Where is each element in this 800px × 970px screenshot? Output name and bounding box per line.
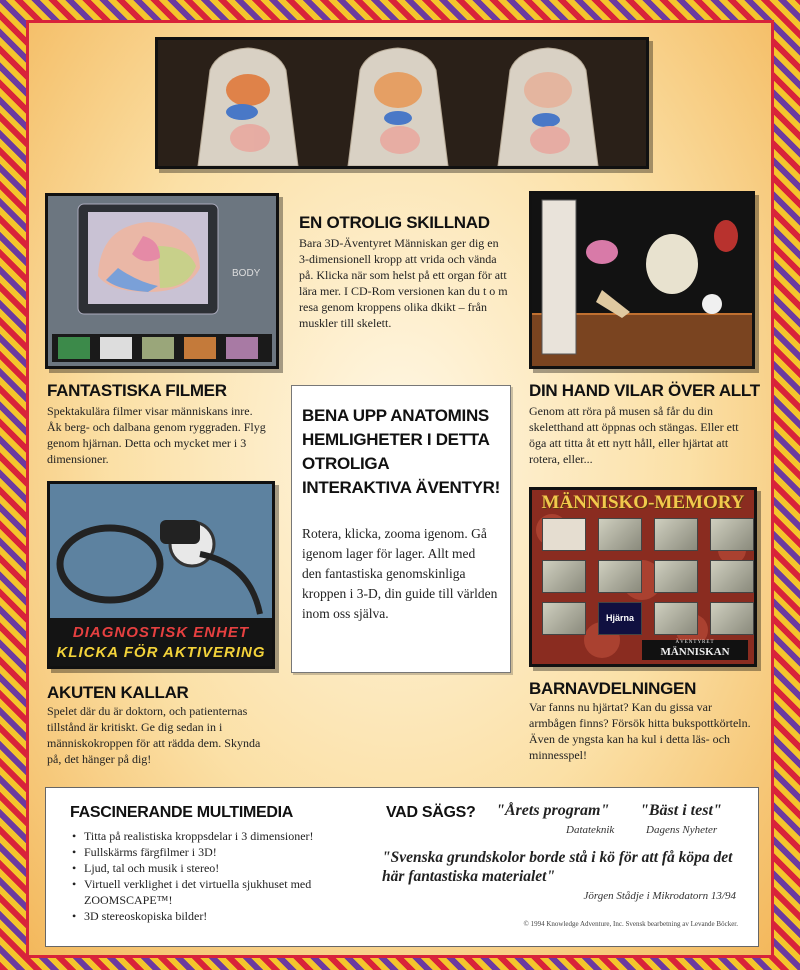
memory-game-image <box>529 487 757 667</box>
quote-3-source: Jörgen Stådje i Mikrodatorn 13/94 <box>583 890 736 902</box>
films-heading: FANTASTISKA FILMER <box>47 381 227 400</box>
torso-image <box>155 37 649 169</box>
memory-card[interactable] <box>710 518 754 551</box>
anatomy-image <box>529 191 755 369</box>
kids-heading: BARNAVDELNINGEN <box>529 679 697 698</box>
er-heading: AKUTEN KALLAR <box>47 683 189 702</box>
memory-card[interactable] <box>654 518 698 551</box>
quote-2-source: Dagens Nyheter <box>646 824 718 836</box>
diagnostic-image <box>47 481 275 669</box>
feature-list <box>70 828 344 924</box>
quote-2: "Bäst i test" <box>640 802 722 819</box>
films-image <box>45 193 279 369</box>
quote-1: "Årets program" <box>496 802 610 819</box>
game-logo-small: ÄVENTYRET <box>675 640 715 645</box>
quote-3: "Svenska grundskolor borde stå i kö för att få köpa det här fantastiska materialet" <box>382 849 733 885</box>
back-cover-panel <box>26 20 774 958</box>
feature-item: • 3D stereoskopiska bilder! <box>84 908 344 924</box>
memory-card[interactable] <box>598 560 642 593</box>
reviews-heading: VAD SÄGS? <box>386 804 476 821</box>
feature-item: • Fullskärms färgfilmer i 3D! <box>84 844 344 860</box>
memory-card[interactable] <box>654 602 698 635</box>
skeleton-panel <box>542 200 576 354</box>
body-screen-label: BODY <box>232 268 261 279</box>
copyright: © 1994 Knowledge Adventure, Inc. Svensk bearbetning av Levande Böcker. <box>523 920 738 928</box>
center-body: Rotera, klicka, zooma igenom. Gå igenom lager för lager. Allt med den fantastiska genomskinliga kroppen i 3-D, din guide till världen inom oss själva. <box>302 526 498 621</box>
films-body: Spektakulära filmer visar människans inre. Åk berg- och dalbana genom ryggraden. Flyg genom hjärnan. Detta och mycket mer i 3 dimensioner. <box>47 404 266 466</box>
center-heading: BENA UPP ANATOMINS HEMLIGHETER I DETTA OTROLIGA INTERAKTIVA ÄVENTYR! <box>302 406 501 497</box>
diagnostic-caption-2[interactable]: KLICKA FÖR AKTIVERING <box>56 644 266 661</box>
multimedia-heading: FASCINERANDE MULTIMEDIA <box>70 804 294 821</box>
er-body: Spelet där du är doktorn, och patienternas tillstånd är kritiskt. Ge dig sedan in i människokroppen för att rädda dem. Skynda på, det hänger på dig! <box>47 704 261 766</box>
memory-card[interactable] <box>542 560 586 593</box>
memory-card-label[interactable]: Hjärna <box>598 602 642 635</box>
memory-card[interactable] <box>710 560 754 593</box>
memory-title: MÄNNISKO-MEMORY <box>541 492 745 513</box>
game-logo <box>642 640 748 660</box>
kids-body: Var fanns nu hjärtat? Kan du gissa var armbågen finns? Försök hitta bukspottkörteln. Även de yngsta kan ha kul i detta läs- och minnesspel! <box>529 700 751 762</box>
feature-item: • Virtuell verklighet i det virtuella sjukhuset med ZOOMSCAPE™! <box>84 876 344 908</box>
diagnostic-caption-1: DIAGNOSTISK ENHET <box>72 624 250 641</box>
center-panel <box>291 385 511 673</box>
hand-body: Genom att röra på musen så får du din skeletthand att öppnas och stängas. Eller ett öga att titta åt ett nytt håll, eller hjärtat att rotera, eller... <box>529 404 739 466</box>
footer-panel <box>45 787 759 947</box>
memory-card[interactable] <box>654 560 698 593</box>
hand-heading: DIN HAND VILAR ÖVER ALLT <box>529 381 760 400</box>
feature-item: • Ljud, tal och musik i stereo! <box>84 860 344 876</box>
quote-1-source: Datateknik <box>566 824 615 836</box>
memory-card[interactable] <box>710 602 754 635</box>
intro-body: Bara 3D-Äventyret Människan ger dig en 3-dimensionell kropp att vrida och vända på. Klicka när som helst på ett organ för att lära mer. I CD-Rom versionen kan du t o m resa genom kroppens olika dkikt – från muskler till skelett. <box>299 236 508 330</box>
torso-illustration <box>158 40 646 166</box>
intro-heading: EN OTROLIG SKILLNAD <box>299 213 490 232</box>
memory-card[interactable] <box>542 518 586 551</box>
memory-card[interactable] <box>542 602 586 635</box>
feature-item: • Titta på realistiska kroppsdelar i 3 dimensioner! <box>84 828 344 844</box>
memory-card[interactable] <box>598 518 642 551</box>
game-logo-big: MÄNNISKAN <box>660 646 730 658</box>
